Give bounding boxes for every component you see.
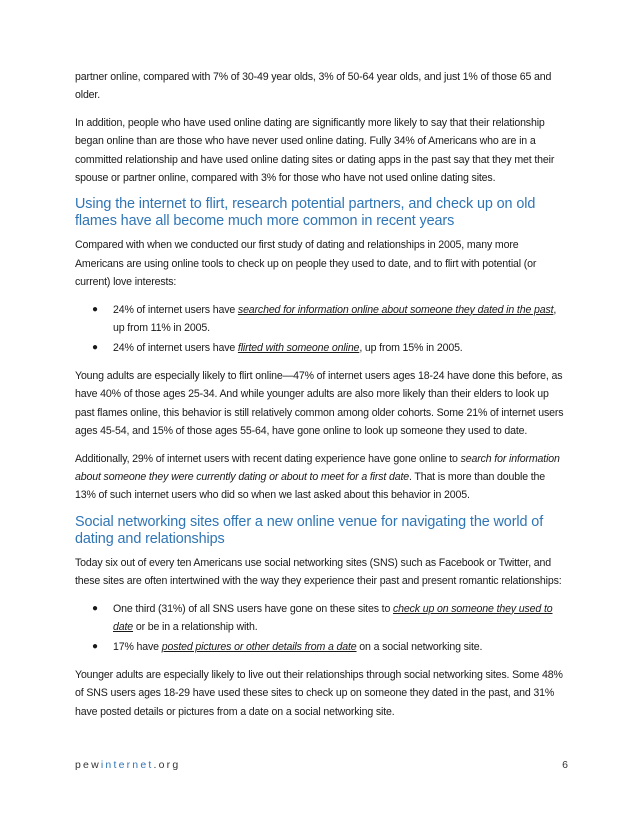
bullet-list-internet-users — [75, 301, 567, 358]
bullet-icon: ● — [92, 342, 98, 354]
link-check-up-someone[interactable]: check up on someone they used to date — [113, 602, 553, 633]
bullet-icon: ● — [92, 602, 98, 614]
paragraph-additionally: Additionally, 29% of internet users with recent dating experience have gone online to search for information about someone they were currently dating or about to meet for a first date. That is more than double the 13% of such internet users who did so when we last asked about this behavior in 2005. — [75, 452, 560, 502]
list-item: ● 24% of internet users have searched for information online about someone they dated in the past, up from 11% in 2005. — [75, 301, 567, 338]
section-heading-flirt-research: Using the internet to flirt, research potential partners, and check up on old flames have all become much more common in recent years — [75, 196, 536, 230]
paragraph-compared-2005: Compared with when we conducted our first study of dating and relationships in 2005, many more Americans are using online tools to check up on people they used to date, and to flirt with potential (or current) love interests: — [75, 239, 537, 289]
list-item: ● 24% of internet users have flirted with someone online, up from 15% in 2005. — [75, 339, 567, 357]
page-content — [75, 68, 567, 730]
page-footer — [75, 759, 568, 775]
paragraph-young-adults-flirt: Young adults are especially likely to flirt online—47% of internet users ages 18-24 have done this before, as have 40% of those ages 25-34. And while younger adults are also more likely than their elders to look up past flames online, this behavior is still relatively common among older cohorts. Some 21% of internet users ages 45-54, and 15% of those ages 55-64, have gone online to look up someone they used to date. — [75, 369, 564, 438]
paragraph-relationship-began-online: In addition, people who have used online dating are significantly more likely to say that their relationship began online than are those who have never used online dating. Fully 34% of Americans who are in a committed relationship and have used online dating sites or dating apps in the past say that they met their spouse or partner online, compared with 3% for those who have not used online dating sites. — [75, 116, 555, 185]
paragraph-younger-adults-sns: Younger adults are especially likely to live out their relationships through social networking sites. Some 48% of SNS users ages 18-29 have used these sites to check up on someone they dated in the past, and 31% have posted details or pictures from a date on a social networking site. — [75, 668, 563, 718]
bullet-icon: ● — [92, 641, 98, 653]
bullet-icon: ● — [92, 303, 98, 315]
page-number: 6 — [562, 759, 568, 771]
section-heading-social-networking: Social networking sites offer a new online venue for navigating the world of dating and relationships — [75, 513, 544, 547]
list-item: ● One third (31%) of all SNS users have gone on these sites to check up on someone they used to date or be in a relationship with. — [75, 600, 567, 637]
list-item: ● 17% have posted pictures or other details from a date on a social networking site. — [75, 638, 567, 656]
bullet-list-sns-users — [75, 600, 567, 657]
paragraph-partner-online: partner online, compared with 7% of 30-49 year olds, 3% of 50-64 year olds, and just 1% of those 65 and older. — [75, 71, 552, 102]
link-searched-information[interactable]: searched for information online about someone they dated in the past — [237, 303, 554, 316]
link-posted-pictures[interactable]: posted pictures or other details from a date — [161, 641, 357, 654]
footer-site-name: pewinternet.org — [75, 759, 181, 771]
paragraph-six-out-of-ten: Today six out of every ten Americans use social networking sites (SNS) such as Facebook or Twitter, and these sites are often intertwined with the way they experience their past and present romantic relationships: — [75, 556, 562, 588]
link-flirted-online[interactable]: flirted with someone online — [237, 342, 360, 355]
